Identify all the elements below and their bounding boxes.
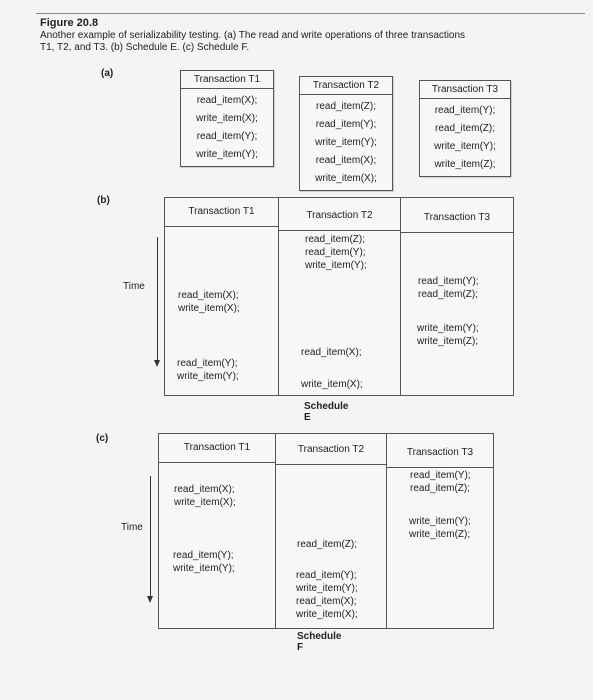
part-a-label: (a)	[101, 68, 114, 79]
op-line: read_item(X);	[174, 484, 235, 495]
t3-op: read_item(Y);	[434, 105, 496, 116]
op-line: write_item(Y);	[296, 583, 358, 594]
time-label-c: Time	[121, 522, 143, 533]
schedule-e-t3-ops	[417, 322, 479, 348]
t2-op: write_item(Y);	[315, 137, 377, 148]
t1-op: read_item(Y);	[196, 131, 258, 142]
schedule-f-t2-ops	[296, 569, 358, 621]
op-line: read_item(Y);	[173, 550, 234, 561]
t2-op: read_item(X);	[315, 155, 377, 166]
time-arrow-c	[150, 476, 151, 597]
schedule-e-t1-ops	[178, 289, 240, 315]
schedule-f-col-t1	[159, 434, 276, 628]
schedule-f-header-t3: Transaction T3	[387, 439, 493, 468]
op-line: read_item(Z);	[297, 539, 358, 550]
schedule-f-header-t2: Transaction T2	[276, 436, 386, 465]
t3-operations-box	[419, 80, 511, 177]
t3-header: Transaction T3	[420, 81, 510, 99]
schedule-e-t3-ops	[418, 275, 479, 301]
schedule-e-header-t2: Transaction T2	[279, 202, 400, 231]
figure-caption: Another example of serializability testing. (a) The read and write operations of three transactions T1, T2, and T3. (b) Schedule E. (c) Schedule F.	[40, 30, 466, 53]
op-line: read_item(Y);	[418, 276, 479, 287]
op-line: write_item(X);	[301, 379, 363, 390]
op-line: read_item(X);	[301, 347, 362, 358]
op-line: write_item(Y);	[177, 371, 239, 382]
top-rule	[36, 13, 585, 14]
t3-op: write_item(Z);	[434, 159, 496, 170]
schedule-e-name: Schedule E	[304, 401, 349, 423]
op-line: write_item(Y);	[305, 260, 367, 271]
op-line: write_item(Y);	[417, 323, 479, 334]
time-arrow-b	[157, 237, 158, 361]
op-line: write_item(Z);	[409, 529, 471, 540]
t1-header: Transaction T1	[181, 71, 273, 89]
op-line: write_item(X);	[296, 609, 358, 620]
op-line: read_item(X);	[296, 596, 357, 607]
part-b-label: (b)	[97, 195, 110, 206]
t3-op: write_item(Y);	[434, 141, 496, 152]
schedule-e-t1-ops	[177, 357, 239, 383]
schedule-f-name: Schedule F	[297, 631, 342, 653]
t3-op: read_item(Z);	[434, 123, 495, 134]
t1-op: write_item(Y);	[196, 149, 258, 160]
schedule-f-t1-ops	[174, 483, 236, 509]
part-c-label: (c)	[96, 433, 109, 444]
schedule-f-t3-ops	[409, 515, 471, 541]
op-line: read_item(X);	[178, 290, 239, 301]
op-line: write_item(Z);	[417, 336, 479, 347]
t1-op: read_item(X);	[196, 95, 258, 106]
t2-op: write_item(X);	[315, 173, 377, 184]
t2-op: read_item(Y);	[315, 119, 377, 130]
schedule-e-header-t1: Transaction T1	[165, 198, 278, 227]
schedule-e-t2-ops	[301, 346, 362, 359]
op-line: read_item(Y);	[305, 247, 366, 258]
schedule-e-t2-ops	[305, 233, 367, 272]
t1-op: write_item(X);	[196, 113, 258, 124]
op-line: read_item(Z);	[305, 234, 366, 245]
op-line: read_item(Z);	[410, 483, 471, 494]
op-line: write_item(Y);	[409, 516, 471, 527]
op-line: read_item(Y);	[410, 470, 471, 481]
op-line: read_item(Y);	[296, 570, 357, 581]
t1-operations-box	[180, 70, 274, 167]
op-line: read_item(Y);	[177, 358, 238, 369]
figure-title: Figure 20.8	[40, 17, 99, 29]
t2-operations-box	[299, 76, 393, 191]
op-line: write_item(X);	[178, 303, 240, 314]
t2-op: read_item(Z);	[315, 101, 376, 112]
schedule-f-header-t1: Transaction T1	[159, 434, 275, 463]
schedule-e-col-t2	[279, 198, 401, 395]
op-line: write_item(Y);	[173, 563, 235, 574]
schedule-e-t2-ops	[301, 378, 363, 391]
schedule-f-t2-ops	[297, 538, 357, 551]
op-line: read_item(Z);	[418, 289, 479, 300]
op-line: write_item(X);	[174, 497, 236, 508]
time-label-b: Time	[123, 281, 145, 292]
schedule-f-t3-ops	[410, 469, 471, 495]
t2-header: Transaction T2	[300, 77, 392, 95]
schedule-f-t1-ops	[173, 549, 235, 575]
schedule-e-header-t3: Transaction T3	[401, 204, 513, 233]
